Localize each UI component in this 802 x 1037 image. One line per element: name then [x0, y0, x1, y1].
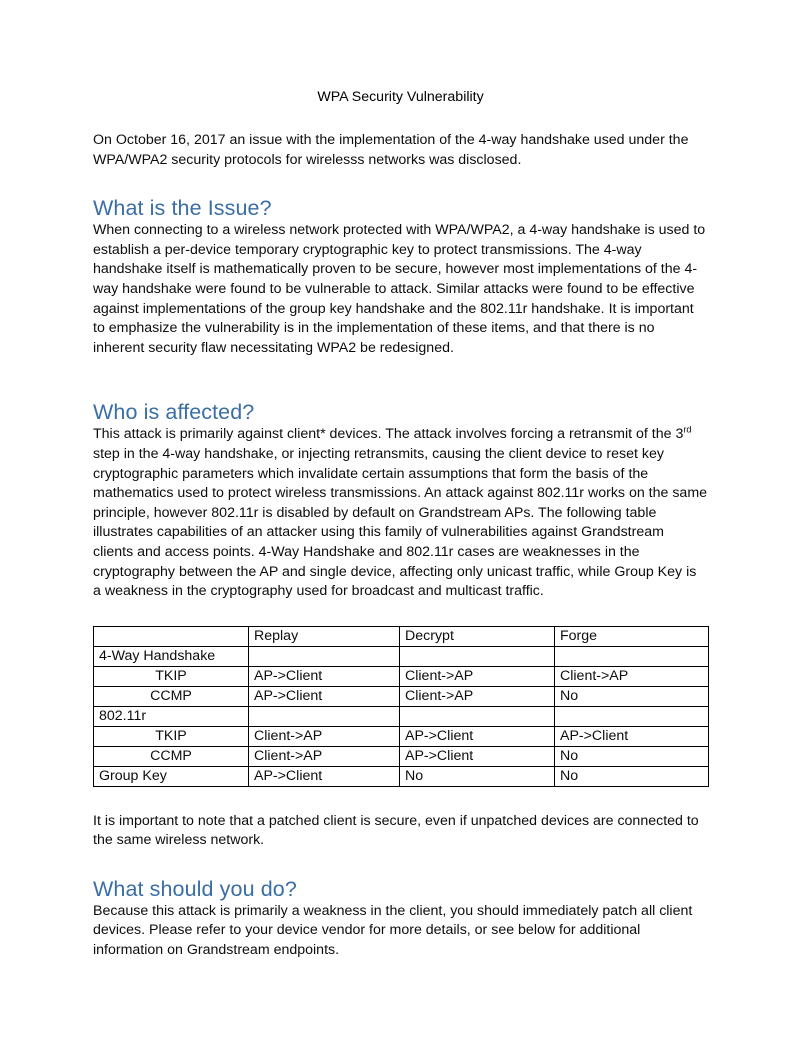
section-heading-affected: Who is affected?	[93, 400, 255, 425]
row-cell-decrypt	[400, 646, 555, 666]
header-cell-forge: Forge	[555, 626, 709, 646]
document-content	[93, 88, 708, 961]
row-cell-decrypt: AP->Client	[400, 746, 555, 766]
spacer	[93, 851, 708, 876]
table-row	[94, 746, 709, 766]
section-heading-issue: What is the Issue?	[93, 196, 272, 221]
spacer	[93, 170, 708, 195]
row-cell-replay: AP->Client	[249, 666, 400, 686]
affected-text-part2: step in the 4-way handshake, or injecting retransmits, causing the client device to reset key cryptographic parameters which invalidate certain assumptions that form the basis of the mathematics used to protect wireless transmissions. An attack against 802.11r works on the same principle, however 802.11r is disabled by default on Grandstream APs. The following table illustrates capabilities of an attacker using this family of vulnerabilities against Grandstream clients and access points. 4-Way Handshake and 802.11r cases are weaknesses in the cryptography between the AP and single device, affecting only unicast traffic, while Group Key is a weakness in the cryptography used for broadcast and multicast traffic.	[93, 445, 708, 600]
row-cell-forge: Client->AP	[555, 666, 709, 686]
capability-table	[93, 626, 709, 787]
row-cell-replay: Client->AP	[249, 746, 400, 766]
table-row	[94, 706, 709, 726]
spacer	[93, 383, 708, 399]
row-cell-forge: No	[555, 686, 709, 706]
row-label: TKIP	[94, 726, 249, 746]
row-label: 802.11r	[94, 706, 249, 726]
row-cell-replay	[249, 706, 400, 726]
table-row	[94, 726, 709, 746]
table-body	[94, 646, 709, 786]
row-cell-decrypt: AP->Client	[400, 726, 555, 746]
table-header-row	[94, 626, 709, 646]
row-cell-replay	[249, 646, 400, 666]
row-cell-forge	[555, 646, 709, 666]
ordinal-superscript: rd	[683, 424, 692, 435]
table-row	[94, 666, 709, 686]
row-cell-decrypt	[400, 706, 555, 726]
header-cell-replay: Replay	[249, 626, 400, 646]
spacer	[93, 602, 708, 618]
row-label: CCMP	[94, 746, 249, 766]
note-after-table: It is important to note that a patched client is secure, even if unpatched devices are connected to the same wireless network.	[93, 812, 699, 849]
row-cell-forge: No	[555, 746, 709, 766]
section-body-affected	[93, 425, 708, 601]
section-heading-what-to-do: What should you do?	[93, 876, 297, 901]
document-title: WPA Security Vulnerability	[317, 89, 484, 105]
spacer	[93, 787, 708, 812]
row-cell-forge: AP->Client	[555, 726, 709, 746]
row-label: Group Key	[94, 766, 249, 786]
header-cell-decrypt: Decrypt	[400, 626, 555, 646]
row-label: CCMP	[94, 686, 249, 706]
spacer	[93, 618, 708, 626]
row-cell-replay: Client->AP	[249, 726, 400, 746]
row-cell-decrypt: Client->AP	[400, 666, 555, 686]
row-cell-forge: No	[555, 766, 709, 786]
section-body-what-to-do: Because this attack is primarily a weakness in the client, you should immediately patch all client devices. Please refer to your device vendor for more details, or see below for additional information on Grandstream endpoints.	[93, 902, 693, 959]
row-cell-replay: AP->Client	[249, 766, 400, 786]
table-header	[94, 626, 709, 646]
row-cell-decrypt: Client->AP	[400, 686, 555, 706]
affected-text-part1: This attack is primarily against client* devices. The attack involves forcing a retransmit of the 3	[93, 426, 684, 443]
table-row	[94, 686, 709, 706]
row-cell-forge	[555, 706, 709, 726]
row-label: TKIP	[94, 666, 249, 686]
table-row	[94, 646, 709, 666]
table-row	[94, 766, 709, 786]
row-label: 4-Way Handshake	[94, 646, 249, 666]
row-cell-replay: AP->Client	[249, 686, 400, 706]
intro-paragraph: On October 16, 2017 an issue with the implementation of the 4-way handshake used under the WPA/WPA2 security protocols for wirelesss networks was disclosed.	[93, 132, 689, 168]
header-cell-blank	[94, 626, 249, 646]
row-cell-decrypt: No	[400, 766, 555, 786]
spacer	[93, 358, 708, 383]
section-body-issue: When connecting to a wireless network protected with WPA/WPA2, a 4-way handshake is used to establish a per-device temporary cryptographic key to protect transmissions. The 4-way handshake itself is mathematically proven to be secure, however most implementations of the 4-way handshake were found to be vulnerable to attack. Similar attacks were found to be effective against implementations of the group key handshake and the 802.11r handshake. It is important to emphasize the vulnerability is in the implementation of these items, and that there is no inherent security flaw necessitating WPA2 be redesigned.	[93, 222, 706, 356]
